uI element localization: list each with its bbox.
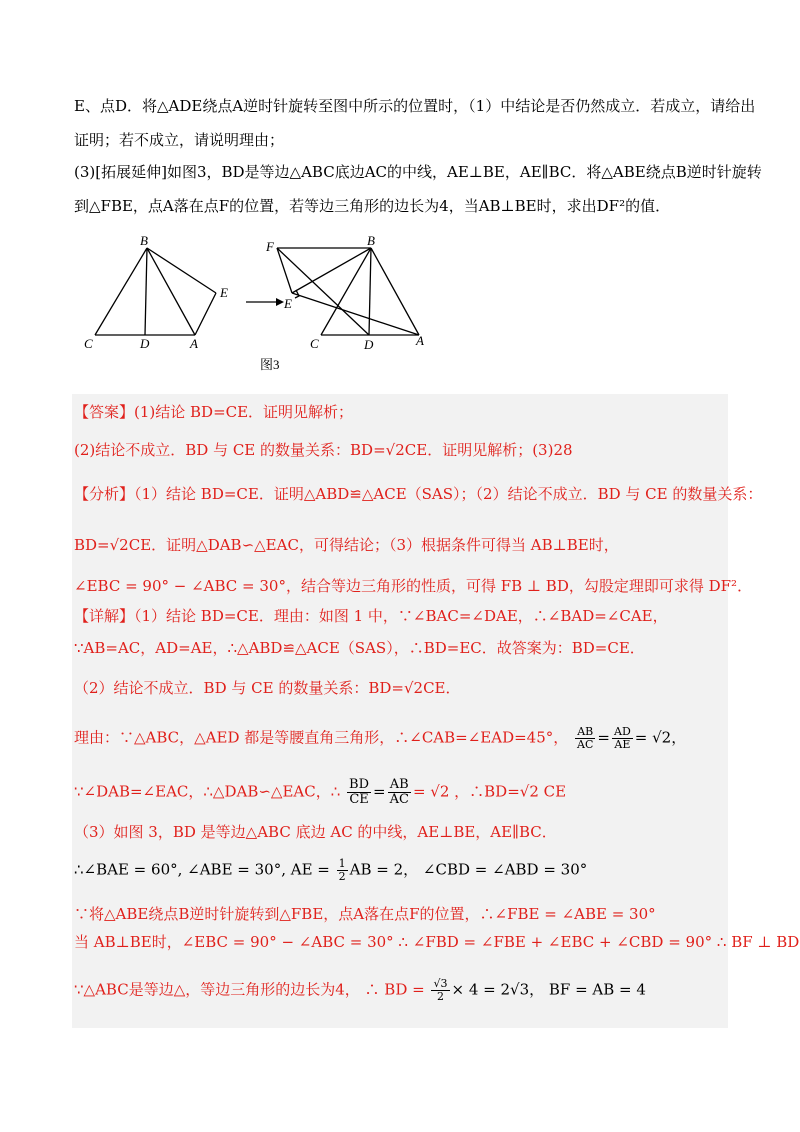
detail-line-3 [74, 678, 461, 698]
analysis-line-2 [74, 535, 619, 555]
right-label-f: F [266, 239, 274, 254]
left-seg-ab [147, 248, 195, 335]
left-seg-bd [145, 248, 147, 335]
right-seg-bc [321, 248, 371, 335]
detail-7-post: AB = 2， ∠CBD = ∠ABD = 30° [349, 860, 588, 879]
figure-3 [70, 228, 450, 378]
answer-2-pre: (2)结论不成立．BD 与 CE 的数量关系：BD= [74, 441, 386, 459]
detail-10-post: × 4 = 2√3， BF = AB = 4 [451, 980, 646, 999]
detail-line-9: 当 AB⊥BE时，∠EBC = 90° − ∠ABC = 30° ∴ ∠FBD = ∠FBE + ∠EBC + ∠CBD = 90° ∴ BF ⊥ BD [74, 933, 800, 951]
left-label-c: C [84, 336, 93, 351]
sqrt2-symbol: √2 [385, 441, 405, 459]
detail-line-1: 【详解】（1）结论 BD=CE．理由：如图 1 中，∵∠BAC=∠DAE，∴∠BAD=∠CAE， [74, 607, 668, 625]
detail-4-pre: 理由：∵△ABC，△AED 都是等腰直角三角形，∴∠CAB=∠EAD=45°， [74, 728, 569, 747]
right-label-a: A [416, 333, 424, 348]
right-seg-fd [277, 248, 369, 335]
fraction-ad-ae: $\frac{AD}{AE}$ [614, 725, 631, 751]
right-label-e: E [284, 296, 292, 311]
left-label-a: A [190, 336, 198, 351]
detail-4-post: = √2， [634, 728, 687, 747]
figure-caption: 图3 [260, 357, 280, 372]
problem-line-2: 证明；若不成立，请说明理由； [74, 131, 285, 149]
left-seg-be [147, 248, 216, 293]
right-label-d: D [364, 337, 374, 352]
fraction-sqrt3-2: $\frac{√3}{2}$ [433, 977, 448, 1003]
detail-line-2: ∵AB=AC，AD=AE，∴△ABD≌△ACE（SAS），∴BD=EC．故答案为：BD=CE． [74, 639, 645, 657]
detail-line-10 [74, 978, 646, 1003]
answer-2-post: CE．证明见解析；(3)28 [404, 441, 573, 459]
fraction-bd-ce: $\frac{BD}{CE}$ [349, 777, 370, 807]
detail-7-pre: ∴∠BAE = 60°, ∠ABE = 30°, AE = [74, 860, 330, 879]
detail-line-5: ∵∠DAB=∠EAC，∴△DAB∽△EAC，∴ $\frac{BD}{CE}$ = $\frac{AB}{AC}$ = √2 ，∴BD=√2 CE [74, 777, 567, 807]
right-seg-eb [292, 248, 371, 293]
sqrt2-symbol: √2 [109, 536, 129, 554]
detail-5-mid: = √2 ，∴BD= [412, 782, 520, 801]
detail-10-pre: ∵△ABC是等边△，等边三角形的边长为4， ∴ BD = [74, 980, 425, 999]
left-label-b: B [140, 233, 148, 248]
detail-3-post: CE． [423, 679, 461, 697]
left-seg-ea [195, 293, 216, 335]
detail-5-pre: ∵∠DAB=∠EAC，∴△DAB∽△EAC，∴ [74, 782, 341, 801]
answer-line-1: 【答案】(1)结论 BD=CE．证明见解析； [74, 403, 354, 421]
arrow-head [276, 298, 284, 306]
left-label-e: E [220, 285, 228, 300]
fraction-ab-ac-2: $\frac{AB}{AC}$ [389, 777, 409, 807]
analysis-line-1: 【分析】（1）结论 BD=CE．证明△ABD≌△ACE（SAS）；（2）结论不成立．BD 与 CE 的数量关系： [74, 485, 763, 503]
left-label-d: D [140, 336, 150, 351]
right-label-b: B [367, 233, 375, 248]
detail-3-pre: （2）结论不成立．BD 与 CE 的数量关系：BD= [74, 679, 404, 697]
detail-line-4: 理由：∵△ABC，△AED 都是等腰直角三角形，∴∠CAB=∠EAD=45°， $\frac{AB}{AC}$ = $\frac{AD}{AE}$ = √2， [74, 725, 687, 751]
detail-line-6: （3）如图 3，BD 是等边△ABC 底边 AC 的中线，AE⊥BE，AE∥BC． [74, 823, 557, 841]
fraction-one-half: $\frac{1}{2}$ [338, 857, 346, 883]
problem-line-4: 到△FBE，点A落在点F的位置，若等边三角形的边长为4，当AB⊥BE时，求出DF²的值． [74, 197, 671, 215]
detail-line-8: ∵将△ABE绕点B逆时针旋转到△FBE，点A落在点F的位置，∴∠FBE = ∠ABE = 30° [74, 905, 656, 923]
left-seg-bc [95, 248, 147, 335]
fraction-ab-ac: $\frac{AB}{AC}$ [577, 725, 594, 751]
right-seg-bd [369, 248, 371, 335]
analysis-line-3: ∠EBC = 90° − ∠ABC = 30°，结合等边三角形的性质，可得 FB ⊥ BD，勾股定理即可求得 DF²． [74, 577, 753, 595]
right-label-c: C [310, 336, 319, 351]
answer-line-2 [74, 440, 573, 460]
problem-line-1: E、点D．将△ADE绕点A逆时针旋转至图中所示的位置时，（1）中结论是否仍然成立．若成立，请给出 [74, 97, 756, 115]
analysis-2-pre: BD= [74, 536, 110, 554]
detail-5-post: √2 CE [519, 782, 567, 801]
problem-line-3: (3)[拓展延伸]如图3，BD是等边△ABC底边AC的中线，AE⊥BE，AE∥BC．将△ABE绕点B逆时针旋转 [74, 163, 762, 181]
detail-line-7 [74, 858, 587, 883]
sqrt2-symbol: √2 [403, 679, 424, 697]
analysis-2-post: CE．证明△DAB∽△EAC，可得结论；（3）根据条件可得当 AB⊥BE时， [128, 536, 619, 554]
